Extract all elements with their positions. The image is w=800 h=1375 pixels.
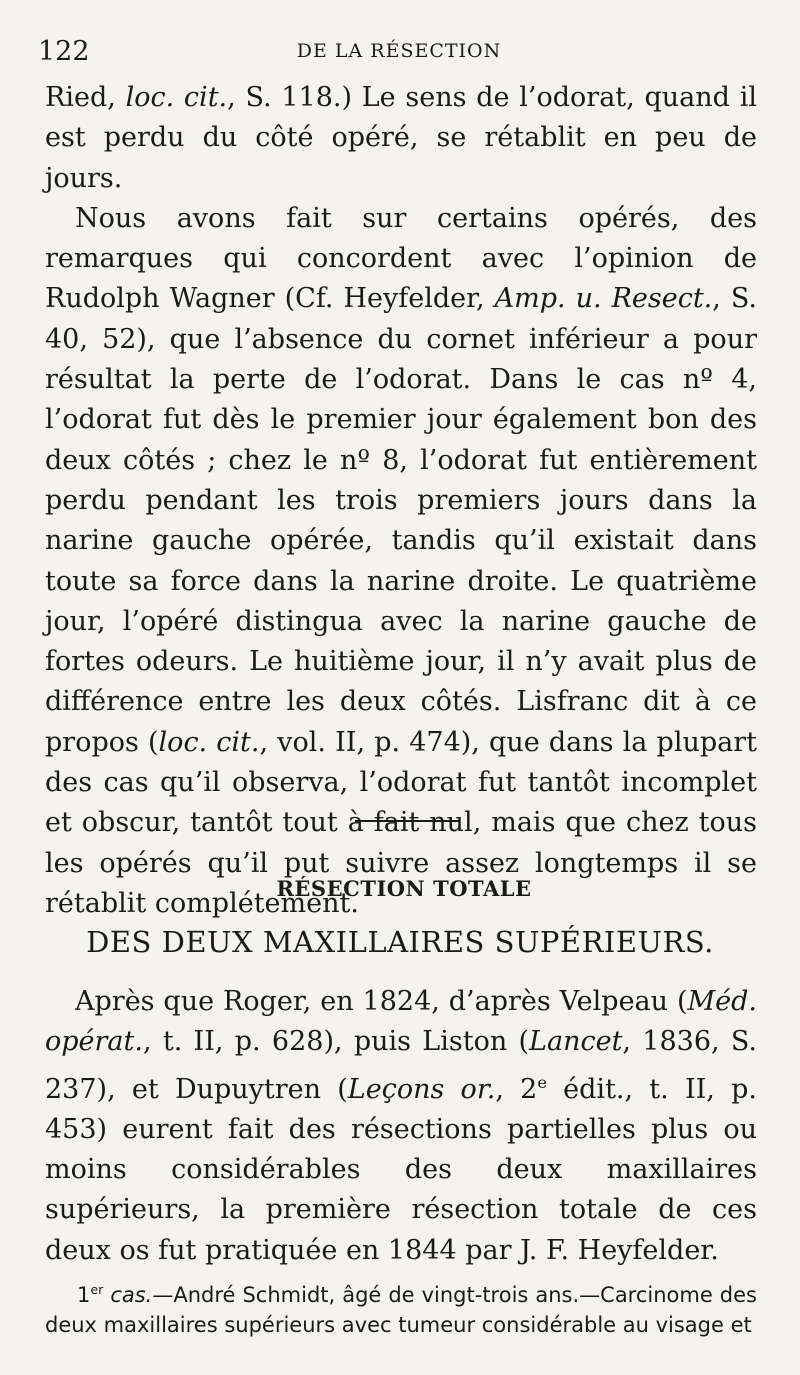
italic-citation: Leçons or. <box>347 1073 496 1105</box>
main-text <box>45 78 757 924</box>
paragraph-3 <box>45 982 757 1271</box>
section-title: DES DEUX MAXILLAIRES SUPÉRIEURS. <box>86 925 714 959</box>
italic-citation: loc. cit. <box>125 82 228 113</box>
text-run: , S. 40, 52), que l’absence du cornet inférieur a pour résultat la perte de l’odorat. Dans le cas nº 4, l’odorat fut dès le premier jour également bon des deux côtés ; chez le nº 8, l’odorat fut entièrement perdu pendant les trois premiers jours dans la narine gauche opérée, tandis qu’il existait dans toute sa force dans la narine droite. Le quatrième jour, l’opéré distingua avec la narine gauche de fortes odeurs. Le huitième jour, il n’y avait plus de différence entre les deux côtés. Lisfranc dit à ce propos ( <box>45 283 757 758</box>
italic-citation: loc. cit. <box>158 726 260 758</box>
text-run: —André Schmidt, âgé de vingt-trois ans.—Carcinome des deux maxillaires supérieurs avec tumeur considérable au visage et <box>45 1283 757 1337</box>
text-run: Nous avons fait sur certains opérés, des remarques qui concordent avec l’opinion de Rudolph Wagner (Cf. Heyfelder, <box>45 202 757 315</box>
footnote <box>45 1275 757 1340</box>
italic-citation: Amp. u. Resect. <box>494 283 713 315</box>
running-head: DE LA RÉSECTION <box>296 40 502 62</box>
section-divider <box>355 820 460 822</box>
paragraph-2 <box>45 199 757 924</box>
text-run: , vol. II, p. 474), que dans la plupart des cas qu’il observa, l’odorat fut tantôt incomplet et obscur, tantôt tout à fait nul, mais que chez tous les opérés qu’il put suivre assez longtemps il se rétablit complétement. <box>45 726 757 919</box>
section-label: RÉSECTION TOTALE <box>276 876 532 901</box>
page-number: 122 <box>38 36 90 67</box>
superscript: er <box>90 1282 104 1297</box>
italic-citation: Lancet <box>529 1026 623 1058</box>
text-run: , 2 <box>495 1073 538 1105</box>
text-run: Après que Roger, en 1824, d’après Velpeau ( <box>75 986 688 1017</box>
superscript: e <box>537 1072 547 1092</box>
italic-citation: Méd. opérat. <box>45 986 757 1058</box>
text-run: édit., t. II, p. 453) eurent fait des résections partielles plus ou moins considérables des deux maxillaires supérieurs, la première résection totale de ces deux os fut pratiquée en 1844 par J. F. Heyfelder. <box>45 1073 757 1266</box>
text-run: , S. 118.) Le sens de l’odorat, quand il est perdu du côté opéré, se rétablit en peu de jours. <box>45 82 757 194</box>
footnote-text <box>45 1275 757 1340</box>
text-run: , 1836, S. 237), et Dupuytren ( <box>45 1026 757 1105</box>
footnote-label: cas. <box>103 1283 153 1307</box>
page-header <box>38 36 760 76</box>
paragraph-1 <box>45 78 757 199</box>
section-text <box>45 982 757 1271</box>
footnote-number: 1 <box>77 1283 91 1307</box>
text-run: Ried, <box>45 82 126 113</box>
text-run: , t. II, p. 628), puis Liston ( <box>142 1026 530 1058</box>
